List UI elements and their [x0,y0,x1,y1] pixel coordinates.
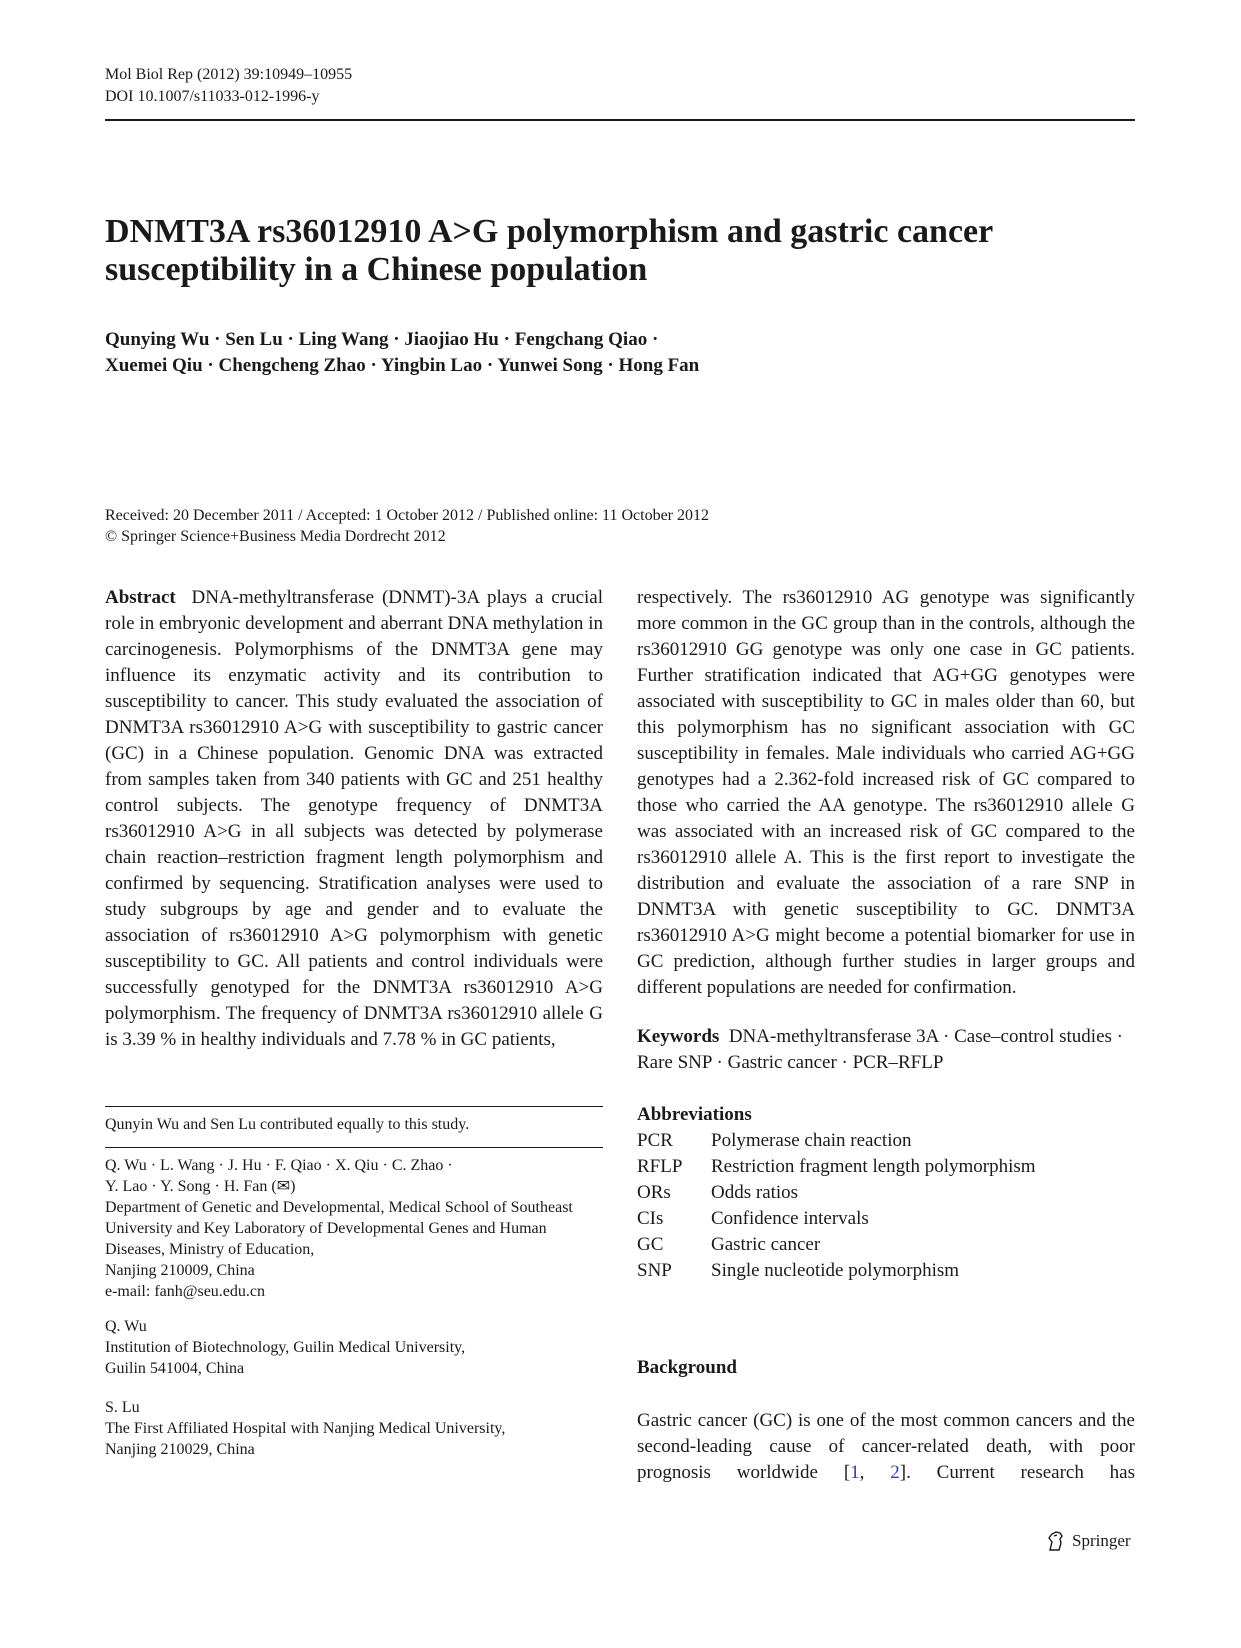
affiliation-names: Q. Wu · L. Wang · J. Hu · F. Qiao · X. Qiu · C. Zhao · [105,1157,453,1174]
keywords-text: DNA-methyltransferase 3A · Case–control studies · Rare SNP · Gastric cancer · PCR–RFLP [637,1026,1123,1073]
abstract-label: Abstract [105,587,176,608]
affiliation-institution: Institution of Biotechnology, Guilin Medical University, [105,1339,466,1356]
author-list [105,327,1105,379]
affiliation-city: Guilin 541004, China [105,1360,245,1377]
copyright-line: © Springer Science+Business Media Dordrecht 2012 [105,528,446,545]
affiliation-email: e-mail: fanh@seu.edu.cn [105,1283,266,1300]
background-text-end: ]. Current research has [899,1462,1136,1483]
springer-horse-icon [1046,1530,1066,1552]
abbr-key: ORs [637,1182,671,1203]
affiliation-name: S. Lu [105,1399,140,1416]
abbreviations-title: Abbreviations [637,1104,752,1125]
abbreviation-row [637,1206,1036,1232]
title-line-2: susceptibility in a Chinese population [105,251,648,288]
affiliation-name: Q. Wu [105,1318,147,1335]
affiliation-city: Nanjing 210009, China [105,1262,255,1279]
journal-citation: Mol Biol Rep (2012) 39:10949–10955 [105,66,353,83]
affiliation-city: Nanjing 210029, China [105,1441,255,1458]
footnote-rule-2 [105,1147,603,1148]
abbr-value: Confidence intervals [711,1208,869,1229]
abbr-key: GC [637,1234,664,1255]
footnote-rule [105,1106,603,1107]
keywords [637,1024,1135,1076]
affiliation-2 [105,1316,603,1379]
journal-doi: DOI 10.1007/s11033-012-1996-y [105,88,320,105]
abbreviation-row [637,1154,1036,1180]
keywords-label: Keywords [637,1026,720,1047]
abbr-value: Single nucleotide polymorphism [711,1260,960,1281]
background-text [637,1408,1135,1486]
abstract-left-column [105,585,603,1053]
background-heading: Background [637,1357,737,1378]
abbr-value: Gastric cancer [711,1234,821,1255]
abbr-value: Restriction fragment length polymorphism [711,1156,1036,1177]
background-text-start: Gastric cancer (GC) is one of the most common cancers and the second-leading cause of cancer-related death, with poor prognosis worldwide [ [637,1410,1135,1483]
abbreviations-list [637,1128,1036,1284]
history-dates: Received: 20 December 2011 / Accepted: 1 October 2012 / Published online: 11 October 2012 [105,507,709,524]
abbreviation-row [637,1128,1036,1154]
abstract-right-column [637,585,1135,1001]
abbr-key: CIs [637,1208,664,1229]
authors-line-1: Qunying Wu · Sen Lu · Ling Wang · Jiaojiao Hu · Fengchang Qiao · [105,329,659,350]
affiliation-institution: The First Affiliated Hospital with Nanjing Medical University, [105,1420,506,1437]
abbreviation-row [637,1258,1036,1284]
affiliation-names-2: Y. Lao · Y. Song · H. Fan (✉) [105,1178,296,1195]
citation-link-1[interactable]: 1 [850,1462,860,1483]
article-title [105,213,1105,289]
abbr-key: SNP [637,1260,672,1281]
title-line-1: DNMT3A rs36012910 A>G polymorphism and gastric cancer [105,213,994,250]
header-rule [105,119,1135,121]
abstract-text-left: DNA-methyltransferase (DNMT)-3A plays a crucial role in embryonic development and aberrant DNA methylation in carcinogenesis. Polymorphisms of the DNMT3A gene may influence its enzymatic activity and its contribution to susceptibility to cancer. This study evaluated the association of DNMT3A rs36012910 A>G with susceptibility to gastric cancer (GC) in a Chinese population. Genomic DNA was extracted from samples taken from 340 patients with GC and 251 healthy control subjects. The genotype frequency of DNMT3A rs36012910 A>G in all subjects was detected by polymerase chain reaction–restriction fragment length polymorphism and confirmed by sequencing. Stratification analyses were used to study subgroups by age and gender and to evaluate the association of rs36012910 A>G polymorphism with genetic susceptibility to GC. All patients and control individuals were successfully genotyped for the DNMT3A rs36012910 A>G polymorphism. The frequency of DNMT3A rs36012910 allele G is 3.39 % in healthy individuals and 7.78 % in GC patients, [105,587,603,1050]
abbr-key: PCR [637,1130,673,1151]
abbreviation-row [637,1180,1036,1206]
publisher-name: Springer [1072,1531,1131,1550]
journal-header [105,64,352,108]
contribution-note: Qunyin Wu and Sen Lu contributed equally to this study. [105,1116,470,1133]
publisher-logo [1046,1530,1131,1552]
affiliation-department: Department of Genetic and Developmental, Medical School of Southeast University and Key Laboratory of Developmental Genes and Human Diseases, Ministry of Education, [105,1199,573,1258]
abbr-value: Polymerase chain reaction [711,1130,912,1151]
citation-link-2[interactable]: 2 [890,1462,900,1483]
article-history [105,505,1135,547]
citation-separator: , [859,1462,891,1483]
authors-line-2: Xuemei Qiu · Chengcheng Zhao · Yingbin Lao · Yunwei Song · Hong Fan [105,355,700,376]
abbreviation-row [637,1232,1036,1258]
abbr-value: Odds ratios [711,1182,799,1203]
affiliation-3 [105,1397,603,1460]
abbr-key: RFLP [637,1156,683,1177]
affiliation-1 [105,1155,603,1302]
abstract-text-right: respectively. The rs36012910 AG genotype was significantly more common in the GC group than in the controls, although the rs36012910 GG genotype was only one case in GC patients. Further stratification indicated that AG+GG genotypes were associated with susceptibility to GC in males older than 60, but this polymorphism has no significant association with GC susceptibility in females. Male individuals who carried AG+GG genotypes had a 2.362-fold increased risk of GC compared to those who carried the AA genotype. The rs36012910 allele G was associated with an increased risk of GC compared to the rs36012910 allele A. This is the first report to investigate the distribution and evaluate the association of a rare SNP in DNMT3A with genetic susceptibility to GC. DNMT3A rs36012910 A>G might become a potential biomarker for use in GC prediction, although further studies in larger groups and different populations are needed for confirmation. [637,587,1135,998]
